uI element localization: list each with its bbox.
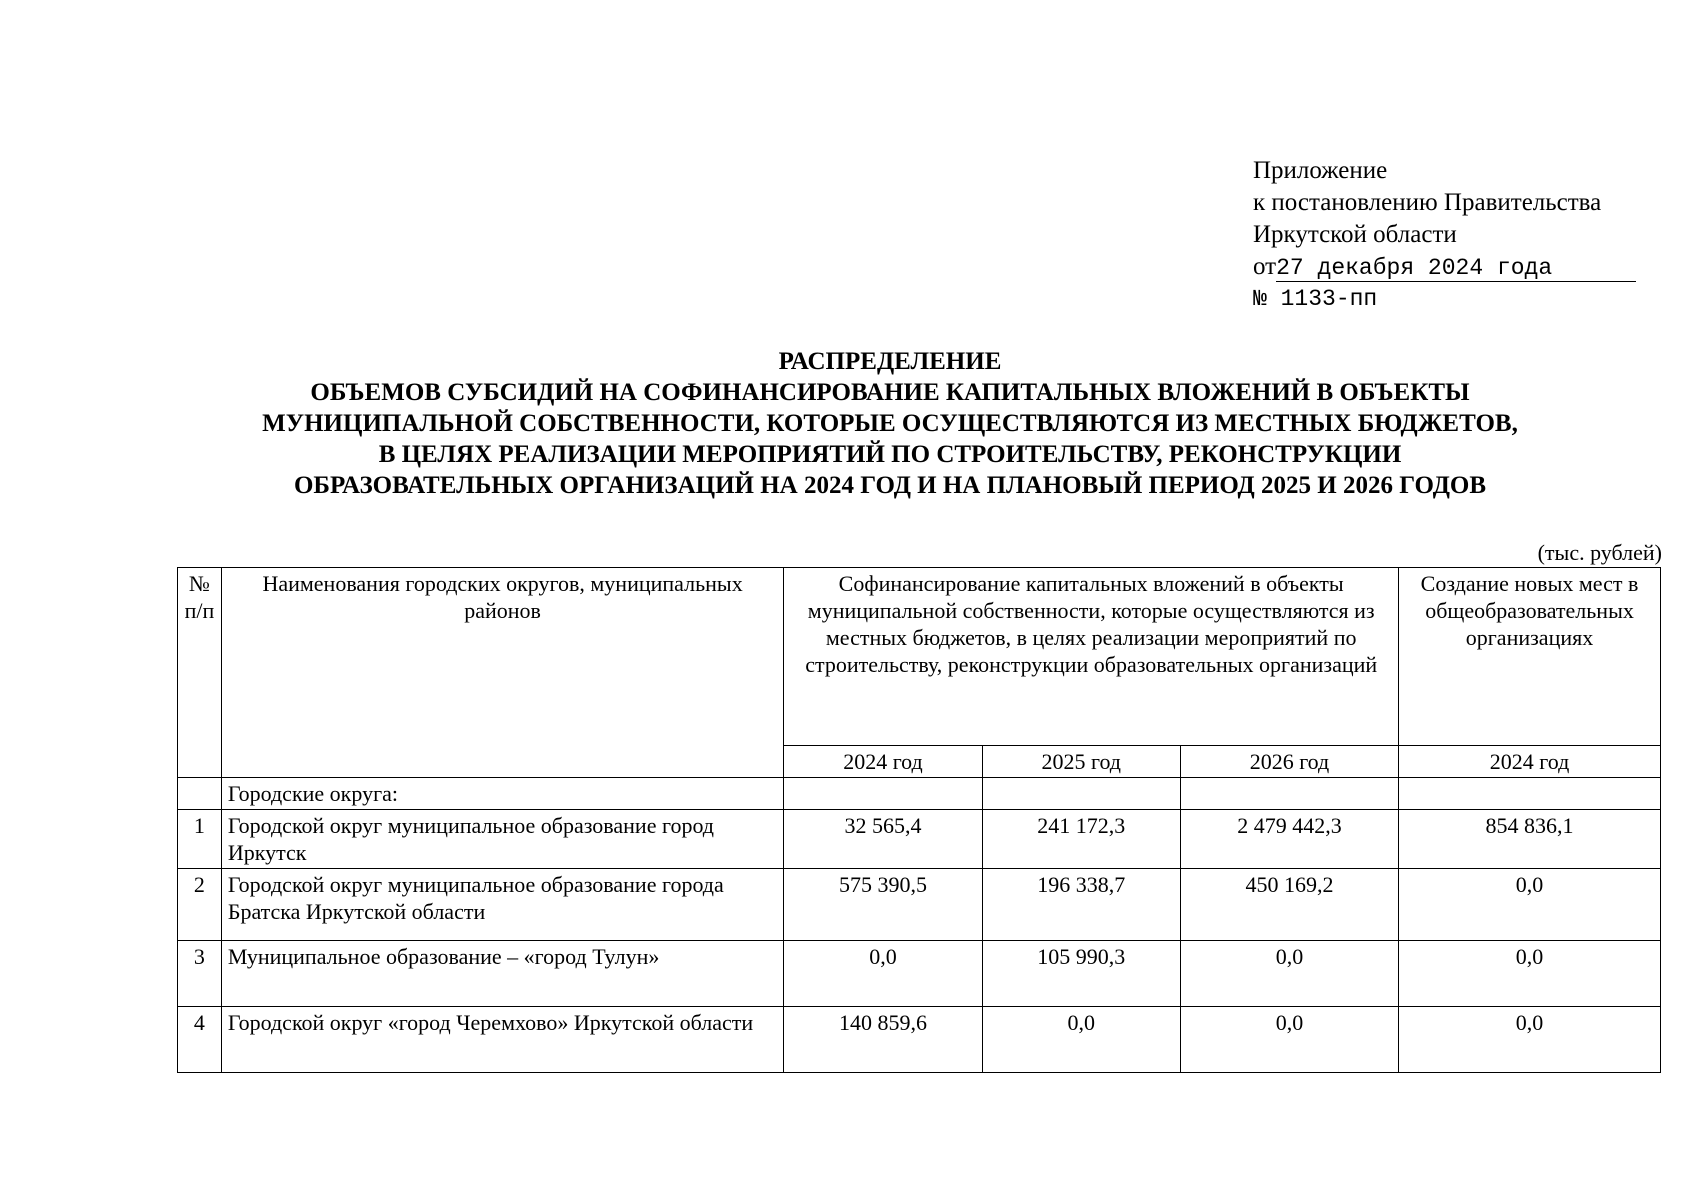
row-value-2024: 140 859,6 [784,1007,982,1073]
row-value-2026: 0,0 [1180,1007,1398,1073]
row-new-places-2024: 854 836,1 [1399,810,1661,869]
unit-label: (тыс. рублей) [1537,540,1662,565]
date-prefix: от [1253,253,1277,280]
row-value-2025: 241 172,3 [982,810,1180,869]
header-name: Наименования городских округов, муниципальных районов [221,568,784,778]
row-value-2026: 2 479 442,3 [1180,810,1398,869]
header-new-places: Создание новых мест в общеобразовательных организациях [1399,568,1661,746]
appendix-line-3: Иркутской области [1253,221,1457,248]
appendix-date: 27 декабря 2024 года [1276,255,1636,282]
row-name: Городской округ муниципальное образование город Иркутск [221,810,784,869]
row-new-places-2024: 0,0 [1399,1007,1661,1073]
title-line-5: ОБРАЗОВАТЕЛЬНЫХ ОРГАНИЗАЦИЙ НА 2024 ГОД И НА ПЛАНОВЫЙ ПЕРИОД 2025 И 2026 ГОДОВ [293,472,1487,499]
header-num: № п/п [178,568,222,778]
row-value-2024: 32 565,4 [784,810,982,869]
row-num: 1 [178,810,222,869]
row-value-2026: 0,0 [1180,941,1398,1007]
header-year-2025: 2025 год [982,746,1180,778]
header-new-places-2024: 2024 год [1399,746,1661,778]
row-value-2025: 196 338,7 [982,869,1180,941]
row-new-places-2024: 0,0 [1399,941,1661,1007]
table-row [178,810,1661,869]
header-year-2026: 2026 год [1180,746,1398,778]
row-num: 3 [178,941,222,1007]
appendix-line-2: к постановлению Правительства [1253,189,1602,216]
row-value-2024: 0,0 [784,941,982,1007]
row-value-2025: 0,0 [982,1007,1180,1073]
table-row [178,1007,1661,1073]
title-line-1: РАСПРЕДЕЛЕНИЕ [778,348,1002,375]
table-row [178,869,1661,941]
header-year-2024: 2024 год [784,746,982,778]
row-new-places-2024: 0,0 [1399,869,1661,941]
row-num: 4 [178,1007,222,1073]
row-value-2025: 105 990,3 [982,941,1180,1007]
appendix-number: № 1133-пп [1253,286,1378,312]
row-num: 2 [178,869,222,941]
document-title [140,346,1640,501]
row-name: Городской округ муниципальное образование города Братска Иркутской области [221,869,784,941]
distribution-table [177,567,1661,1073]
appendix-block [1253,155,1636,315]
row-value-2024: 575 390,5 [784,869,982,941]
row-name: Муниципальное образование – «город Тулун» [221,941,784,1007]
header-cofinancing: Софинансирование капитальных вложений в объекты муниципальной собственности, которые осуществляются из местных бюджетов, в целях реализации мероприятий по строительству, реконструкции образовательных организаций [784,568,1399,746]
title-line-3: МУНИЦИПАЛЬНОЙ СОБСТВЕННОСТИ, КОТОРЫЕ ОСУЩЕСТВЛЯЮТСЯ ИЗ МЕСТНЫХ БЮДЖЕТОВ, [262,410,1518,437]
table-row [178,941,1661,1007]
title-line-4: В ЦЕЛЯХ РЕАЛИЗАЦИИ МЕРОПРИЯТИЙ ПО СТРОИТЕЛЬСТВУ, РЕКОНСТРУКЦИИ [378,441,1402,468]
row-name: Городской округ «город Черемхово» Иркутской области [221,1007,784,1073]
appendix-date-line [1253,251,1636,283]
title-line-2: ОБЪЕМОВ СУБСИДИЙ НА СОФИНАНСИРОВАНИЕ КАПИТАЛЬНЫХ ВЛОЖЕНИЙ В ОБЪЕКТЫ [310,379,1470,406]
appendix-line-1: Приложение [1253,157,1388,184]
section-row [178,778,1661,810]
row-value-2026: 450 169,2 [1180,869,1398,941]
section-label: Городские округа: [221,778,784,810]
